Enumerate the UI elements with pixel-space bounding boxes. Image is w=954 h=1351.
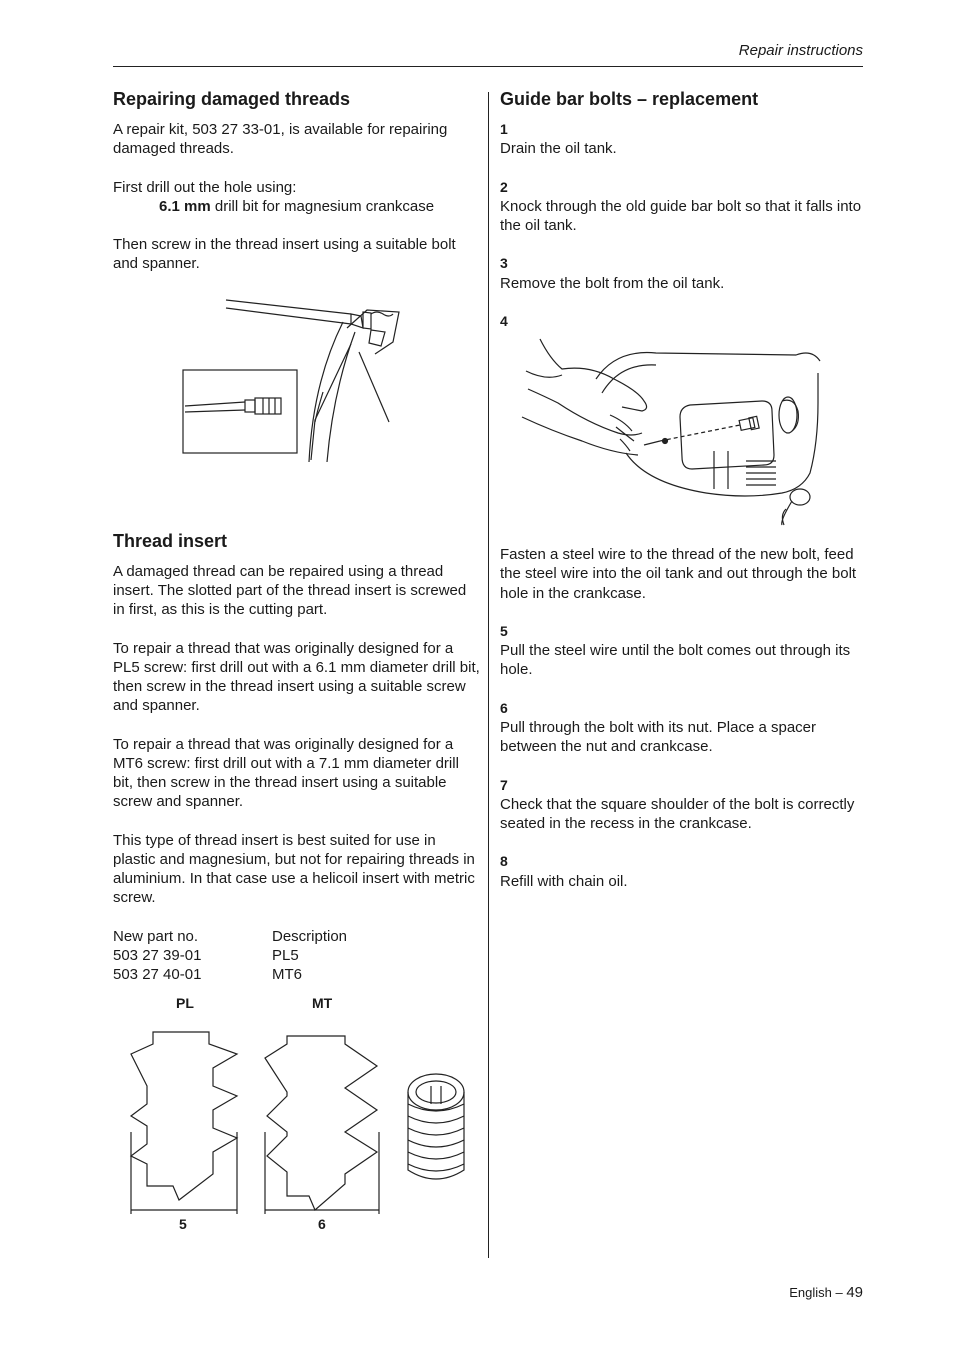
step-text: Fasten a steel wire to the thread of the new bolt, feed the steel wire into the oil tank and out through the bolt hole in the crankcase. [500,546,857,602]
step-text: Check that the square shoulder of the bolt is correctly seated in the recess in the crankcase. [500,795,855,832]
header-rule [113,66,863,67]
parts-header-desc: Description [272,927,348,945]
step-text: Drain the oil tank. [500,140,617,158]
label-size-6: 6 [318,1216,326,1233]
step-8 [500,852,864,890]
bolt-spanner-illustration [113,292,481,518]
page-number: 49 [846,1284,863,1301]
step-6 [500,699,864,757]
page-footer [789,1284,863,1301]
thread-repair-figure [113,292,481,518]
paragraph: To repair a thread that was originally designed for a PL5 screw: first drill out with a 6.1 mm diameter drill bit, then screw in the thread insert using a suitable screw and spanner. [113,639,480,715]
section-title-thread-insert: Thread insert [113,530,228,551]
paragraph: First drill out the hole using: [113,178,297,196]
step-1 [500,120,864,158]
paragraph: A repair kit, 503 27 33-01, is available for repairing damaged threads. [113,121,448,158]
parts-table [113,927,481,985]
step-number: 5 [500,622,508,639]
paragraph: Then screw in the thread insert using a suitable bolt and spanner. [113,236,456,273]
step-number: 2 [500,178,508,195]
part-number: 503 27 39-01 [113,946,202,964]
paragraph: To repair a thread that was originally designed for a MT6 screw: first drill out with a 7.1 mm diameter drill bit, then screw in the thread insert using a suitable screw and spanner. [113,735,459,811]
running-header: Repair instructions [738,42,863,59]
left-column [113,88,481,1232]
column-divider [488,92,489,1258]
section-title-guide-bar: Guide bar bolts – replacement [500,89,759,109]
parts-header-no: New part no. [113,927,199,945]
step-text: Pull the steel wire until the bolt comes out through its hole. [500,642,851,679]
footer-language: English [789,1285,832,1300]
step-5 [500,622,864,680]
section-title-repairing: Repairing damaged threads [113,89,351,109]
step-3 [500,254,864,292]
thread-profile-illustration [113,992,481,1232]
part-description: MT6 [272,965,302,983]
step-4 [500,312,864,603]
footer-separator: – [831,1285,847,1300]
paragraph: A damaged thread can be repaired using a thread insert. The slotted part of the thread insert is screwed in first, as this is the cutting part. [113,562,467,619]
step-text: Remove the bolt from the oil tank. [500,274,725,292]
part-description: PL5 [272,946,299,964]
step-2 [500,178,864,236]
crankcase-wire-illustration [500,331,864,529]
part-number: 503 27 40-01 [113,965,202,983]
step-number: 6 [500,699,508,716]
step-number: 4 [500,312,508,329]
right-column [500,88,864,910]
step-7 [500,776,864,834]
label-size-5: 5 [179,1216,187,1233]
thread-insert-figure [113,992,481,1232]
step-text: Pull through the bolt with its nut. Place a spacer between the nut and crankcase. [500,718,817,756]
step-number: 1 [500,121,508,137]
step-text: Refill with chain oil. [500,872,628,890]
step-number: 8 [500,853,508,870]
paragraph-drill-spec: 6.1 mm drill bit for magnesium crankcase [159,197,435,215]
step-number: 3 [500,255,508,272]
guide-bar-bolt-figure [500,331,864,529]
label-pl: PL [176,995,194,1012]
label-mt: MT [312,995,333,1012]
step-text: Knock through the old guide bar bolt so that it falls into the oil tank. [500,197,862,234]
paragraph: This type of thread insert is best suited for use in plastic and magnesium, but not for repairing threads in aluminium. In that case use a helicoil insert with metric screw. [113,831,475,907]
step-number: 7 [500,776,508,793]
